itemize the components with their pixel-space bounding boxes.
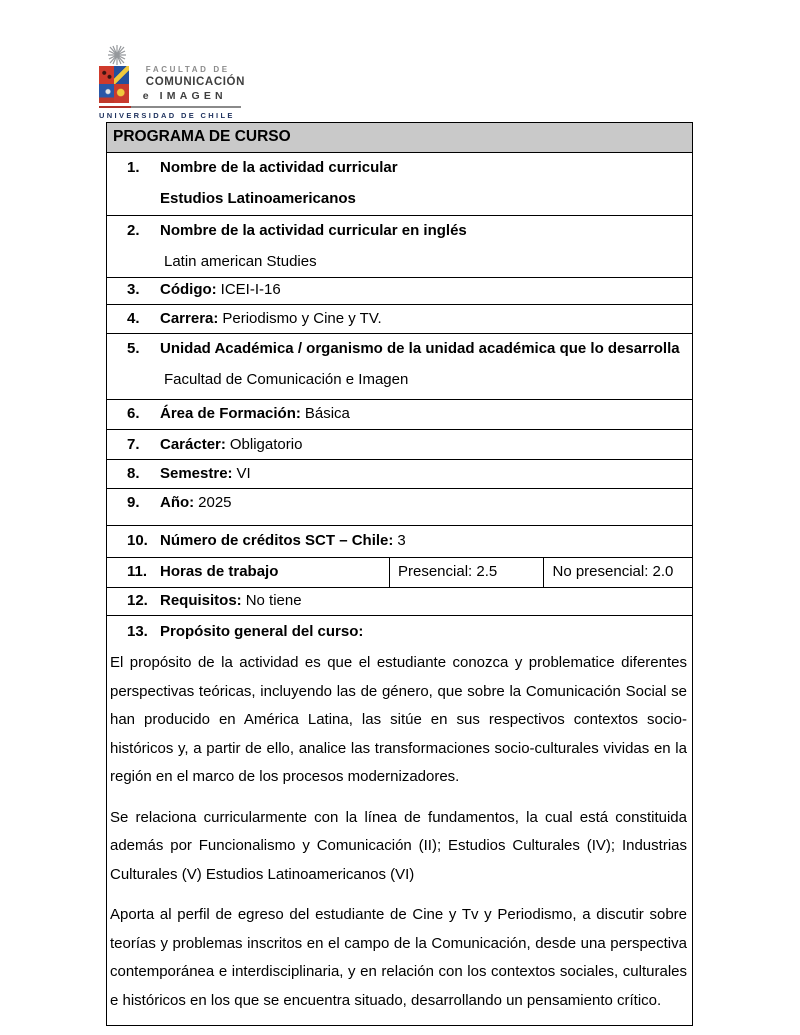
shield-quadrant <box>99 84 114 103</box>
starburst-icon <box>104 44 130 66</box>
row-number: 12. <box>127 592 148 609</box>
row-label: Semestre: <box>160 465 233 482</box>
shield-quadrant <box>114 84 129 103</box>
proposito-paragraph-2: Se relaciona curricularmente con la línea de fundamentos, la cual está constituida además por Funcionalismo y Comunicación (II); Estudios Culturales (IV); Industrias Culturales (V) Estudios Latinoamericanos (VI) <box>110 808 687 883</box>
fcei-logo <box>99 44 245 120</box>
table-row-creditos <box>107 526 692 558</box>
row-value: Obligatorio <box>229 436 303 453</box>
shield-quadrant <box>99 66 114 84</box>
course-program-table <box>106 122 693 1026</box>
table-row-unidad-academica <box>107 334 692 400</box>
row-label: Área de Formación: <box>160 405 301 422</box>
table-row-nombre-ingles <box>107 216 692 278</box>
row-label: Nombre de la actividad curricular <box>160 159 398 176</box>
table-row-horas-trabajo <box>107 558 692 588</box>
proposito-paragraph-3: Aporta al perfil de egreso del estudiante de Cine y Tv y Periodismo, a discutir sobre teorías y problemas inscritos en el campo de la Comunicación, desde una perspectiva contemporánea e interdisciplinaria, y en relación con los contextos sociales, culturales e históricos en los que se encuentra situado, desarrollando un pensamiento crítico. <box>110 906 687 1009</box>
row-label: Código: <box>160 281 217 298</box>
row-number: 4. <box>127 310 140 327</box>
row-value-line <box>107 371 692 388</box>
row-label: Unidad Académica / organismo de la unidad académica que lo desarrolla <box>160 340 680 357</box>
row-label-line <box>107 334 692 357</box>
university-shield-icon <box>99 66 129 103</box>
table-row-caracter <box>107 430 692 460</box>
logo-emblem <box>99 44 134 103</box>
row-number: 2. <box>127 222 140 239</box>
row-label: Requisitos: <box>160 592 242 609</box>
row-value-line <box>107 253 692 270</box>
row-value: Estudios Latinoamericanos <box>160 190 356 207</box>
row-label-line <box>107 616 692 640</box>
row-label: Número de créditos SCT – Chile: <box>160 532 394 549</box>
logo-faculty-line3 <box>143 90 245 102</box>
logo-main <box>99 44 245 103</box>
row-label: Propósito general del curso: <box>160 623 364 640</box>
logo-imagen: IMAGEN <box>159 90 227 102</box>
horas-label-cell <box>107 558 389 587</box>
table-row-codigo <box>107 278 692 305</box>
table-row-carrera <box>107 305 692 334</box>
row-label: Horas de trabajo <box>160 563 279 580</box>
row-number: 5. <box>127 340 140 357</box>
logo-divider <box>99 106 241 108</box>
row-number: 10. <box>127 532 148 549</box>
university-name: UNIVERSIDAD DE CHILE <box>99 111 235 120</box>
row-number: 3. <box>127 281 140 298</box>
table-header: PROGRAMA DE CURSO <box>107 123 692 153</box>
table-row-nombre-actividad <box>107 153 692 216</box>
table-row-proposito <box>107 616 692 1025</box>
row-label: Carácter: <box>160 436 226 453</box>
proposito-paragraph-1: El propósito de la actividad es que el estudiante conozca y problematice diferentes perspectivas teóricas, incluyendo las de género, que sobre la Comunicación Social se han producido en América Latina, las sitúe en sus respectivos contextos socio-históricos y, a partir de ello, analice las transformaciones socio-culturales vividas en la región en el marco de los procesos modernizadores. <box>110 654 687 785</box>
row-value: Latin american Studies <box>164 253 317 270</box>
row-label: Carrera: <box>160 310 219 327</box>
row-number: 7. <box>127 436 140 453</box>
row-number: 1. <box>127 159 140 176</box>
logo-faculty-line2: COMUNICACIÓN <box>145 76 245 88</box>
shield-quadrant <box>114 66 129 84</box>
row-number: 11. <box>127 563 148 580</box>
logo-divider-red-segment <box>99 106 131 108</box>
row-label: Nombre de la actividad curricular en inglés <box>160 222 467 239</box>
row-value: No tiene <box>245 592 302 609</box>
logo-faculty-line1: FACULTAD DE <box>145 65 230 74</box>
row-label-line <box>107 153 692 176</box>
row-value: 2025 <box>198 494 232 511</box>
logo-wordmark <box>134 44 245 103</box>
row-number: 6. <box>127 405 140 422</box>
table-row-area-formacion <box>107 400 692 430</box>
row-number: 9. <box>127 494 140 511</box>
row-number: 13. <box>127 623 148 640</box>
row-value-line <box>107 190 692 207</box>
row-value: VI <box>236 465 251 482</box>
row-label-line <box>107 216 692 239</box>
row-value: Periodismo y Cine y TV. <box>222 310 382 327</box>
logo-e: e <box>142 90 149 102</box>
no-presencial-cell: No presencial: 2.0 <box>543 558 692 587</box>
row-value: 3 <box>397 532 406 549</box>
row-value: ICEI-I-16 <box>220 281 281 298</box>
table-row-ano <box>107 489 692 526</box>
presencial-cell: Presencial: 2.5 <box>389 558 543 587</box>
row-label: Año: <box>160 494 195 511</box>
row-value: Facultad de Comunicación e Imagen <box>164 371 409 388</box>
row-number: 8. <box>127 465 140 482</box>
row-value: Básica <box>304 405 350 422</box>
table-row-requisitos <box>107 588 692 616</box>
table-row-semestre <box>107 460 692 489</box>
